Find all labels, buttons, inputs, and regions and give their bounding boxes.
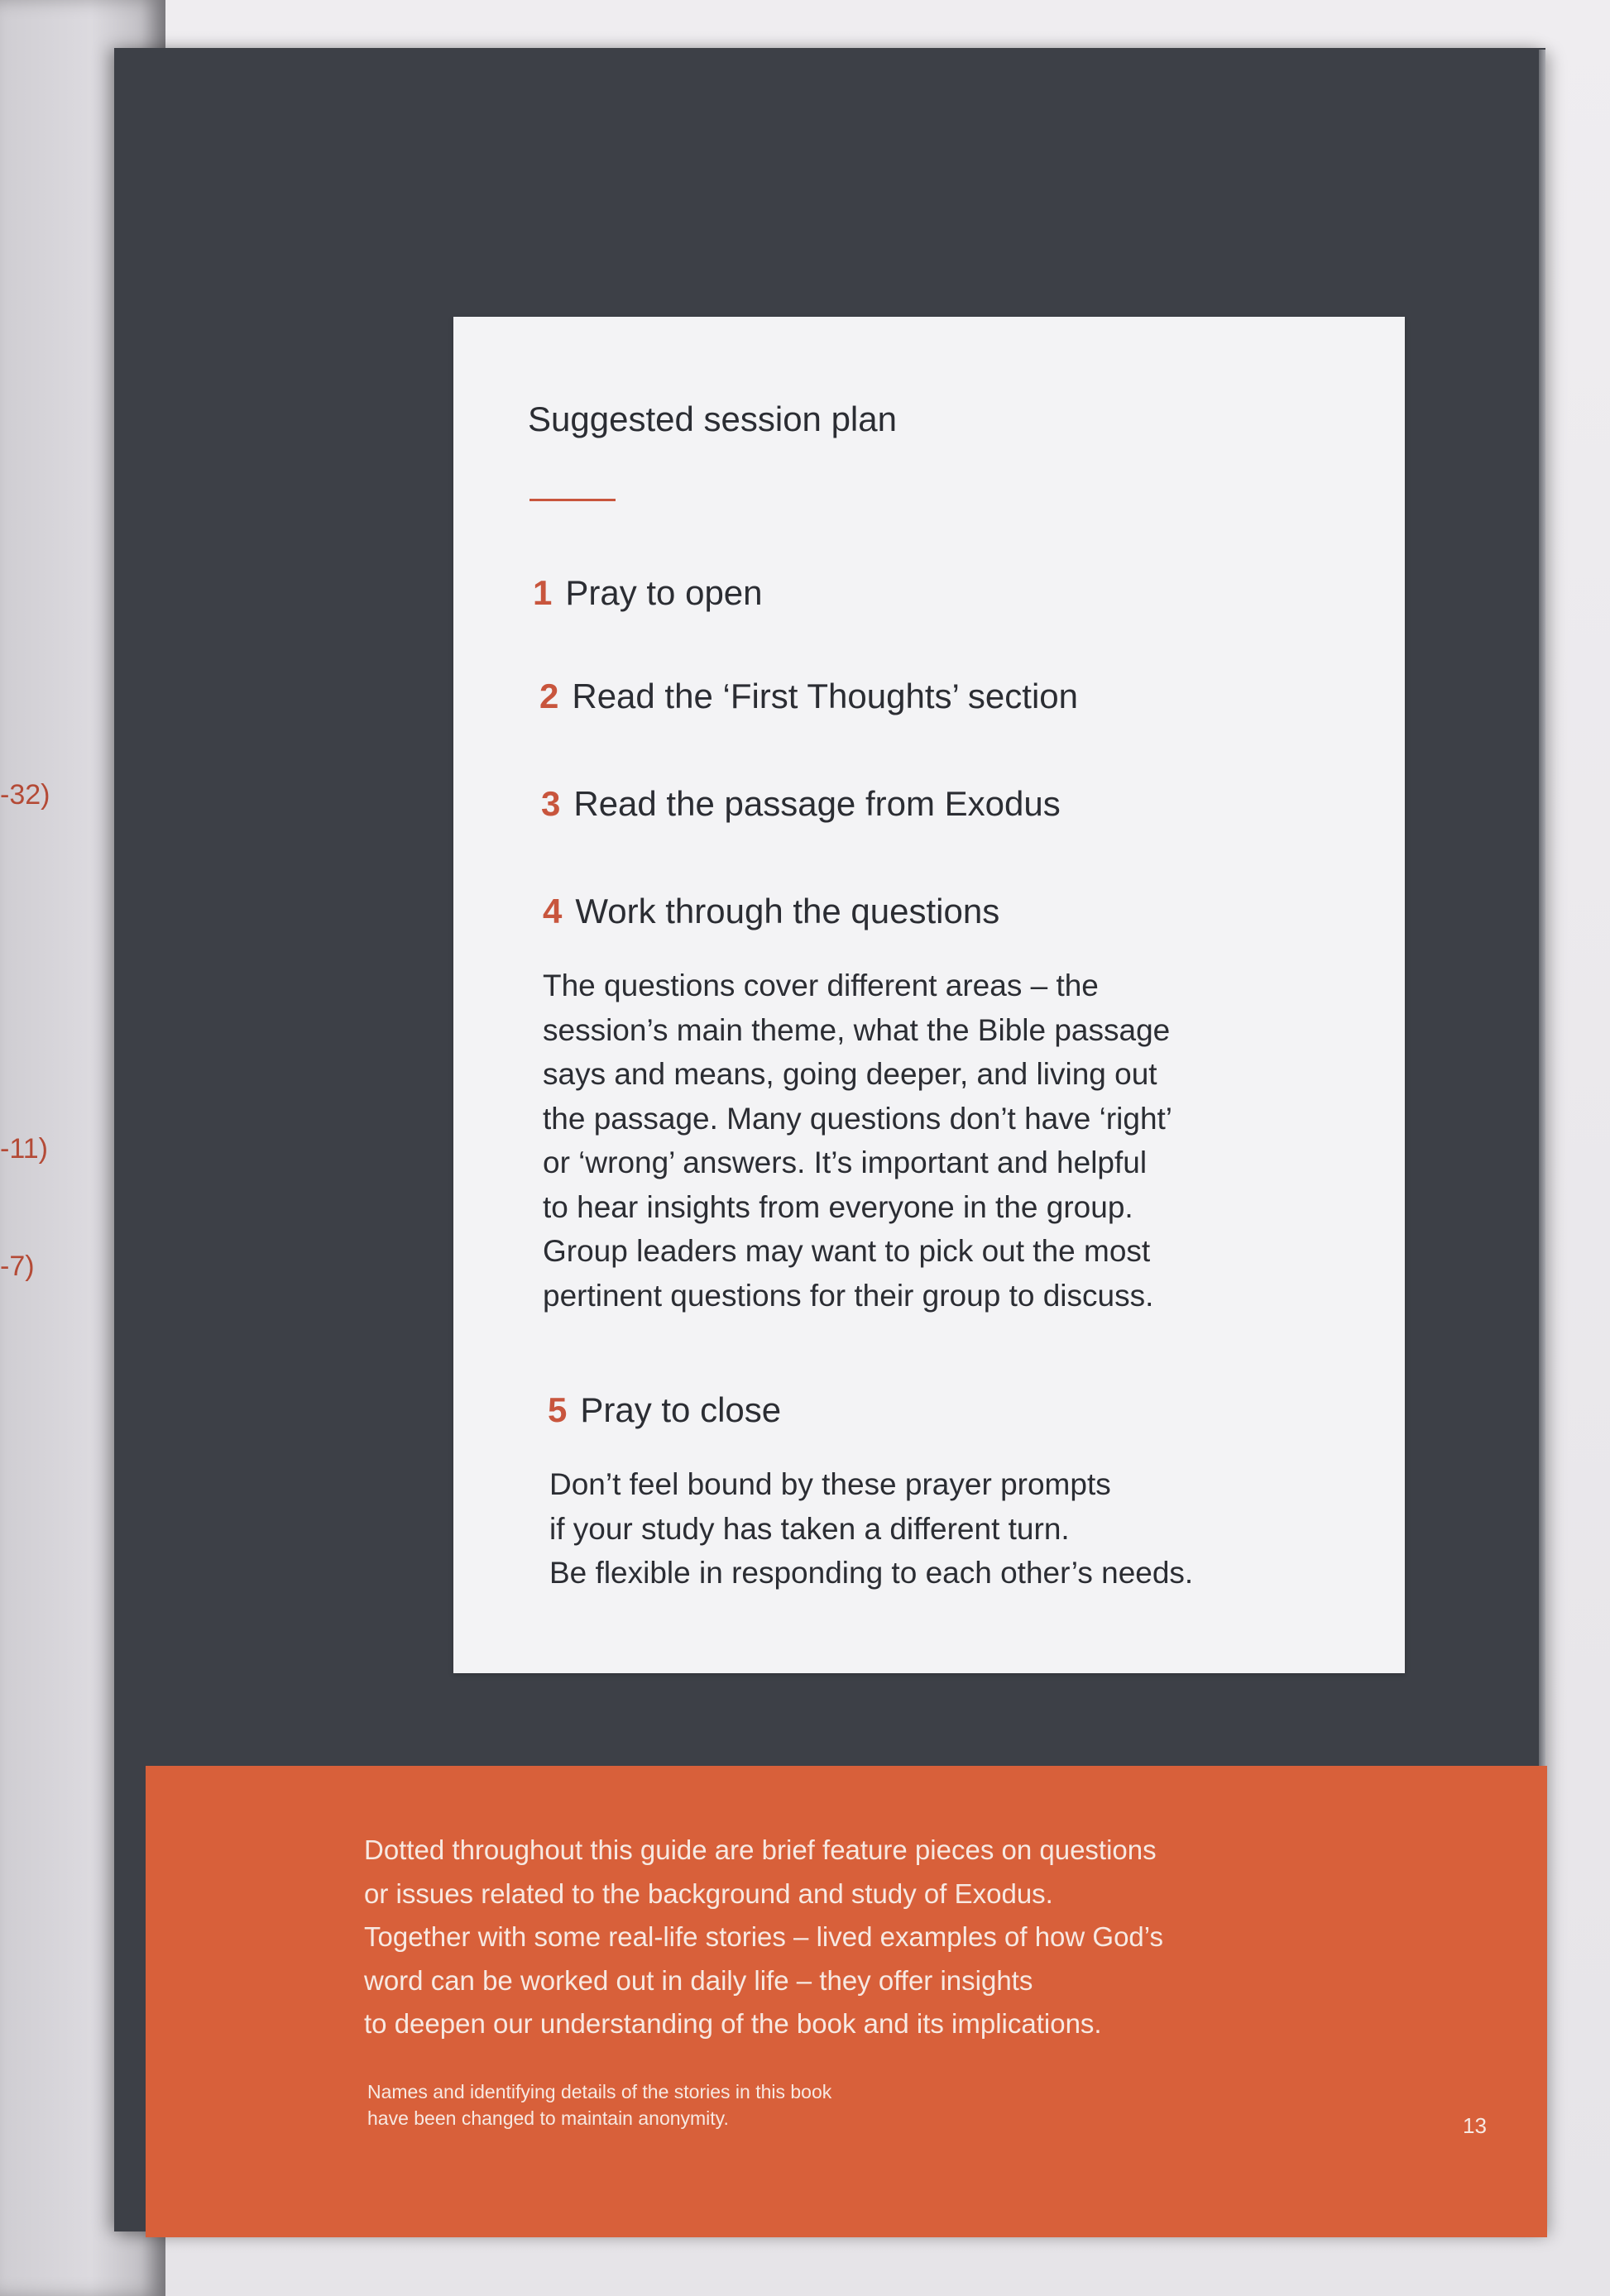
step-2 (539, 677, 1078, 716)
step-5 (548, 1390, 781, 1430)
feature-pieces-text: Dotted throughout this guide are brief feature pieces on questions or issues related to the background and study of Exodus. Together with some real-life stories – lived examples of how God’s word can be worked out in daily life – they offer insights to deepen our understanding of the book and its implications. (364, 1834, 1164, 2039)
page-number: 13 (1463, 2113, 1487, 2138)
step-4 (543, 892, 999, 931)
left-page-reference: -11) (0, 1133, 48, 1165)
step-1 (533, 573, 763, 613)
session-plan-card (453, 317, 1405, 1673)
step-label: Work through the questions (575, 892, 1000, 930)
step-label: Pray to open (565, 573, 763, 612)
prayer-note: Don’t feel bound by these prayer prompts if your study has taken a different turn. Be flexible in responding to each other’s needs. (549, 1467, 1194, 1590)
session-plan-title: Suggested session plan (528, 399, 897, 438)
questions-note: The questions cover different areas – the session’s main theme, what the Bible passage says and means, going deeper, and living out the passage. Many questions don’t have ‘right’ or ‘wrong’ answers. It’s important and helpful to hear insights from everyone in the group. Group leaders may want to pick out the most pertinent questions for their group to discuss. (543, 969, 1173, 1313)
anonymity-note: Names and identifying details of the stories in this book have been changed to maintain anonymity. (367, 2081, 832, 2129)
left-page-reference: -32) (0, 779, 50, 811)
step-label: Pray to close (580, 1390, 782, 1429)
step-label: Read the passage from Exodus (573, 784, 1061, 823)
feature-band (146, 1766, 1547, 2237)
step-number: 3 (541, 784, 561, 823)
step-number: 1 (533, 573, 553, 612)
step-number: 5 (548, 1390, 568, 1429)
step-number: 4 (543, 892, 563, 930)
title-rule (529, 499, 616, 501)
step-number: 2 (539, 677, 559, 715)
step-label: Read the ‘First Thoughts’ section (572, 677, 1079, 715)
step-3 (541, 784, 1061, 824)
left-page-reference: -7) (0, 1251, 35, 1282)
